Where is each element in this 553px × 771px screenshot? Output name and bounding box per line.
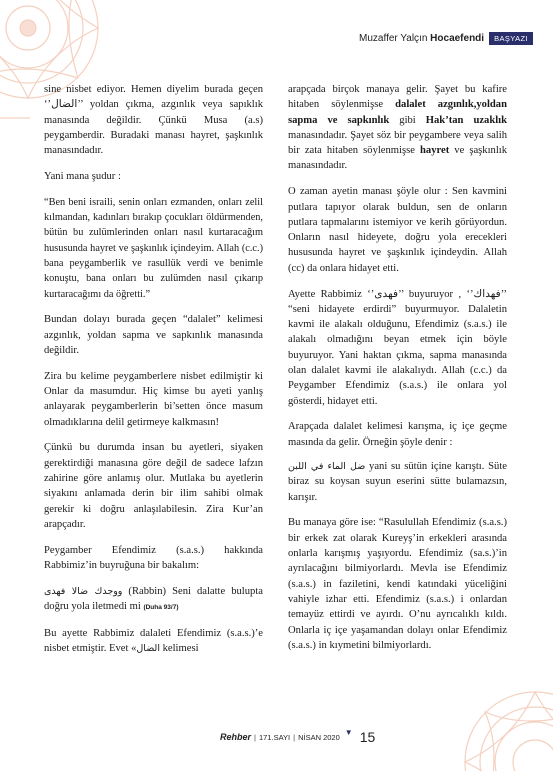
page-number: 15 [359,729,376,745]
section-badge: BAŞYAZI [489,32,533,45]
triangle-icon: ▼ [344,727,353,737]
emphasis-text: dalalet azgınlık,yoldan sapma ve sapkınlık [288,99,507,126]
divider: | [293,732,296,742]
text-run: gibi [389,114,426,126]
page-footer [220,729,375,745]
issue-number: 171.SAYI [258,732,291,742]
paragraph: Yani mana şudur : [44,170,121,182]
verse-reference: (Duha 93/7) [143,604,179,612]
paragraph: O zaman ayetin manası şöyle olur : Sen kavmini putlara tapıyor olarak buldun, sen de onların putlara tapmalarını istemiyor ve kerih görüyordun. Onların nasıl hideyete, doğru yola erecekleri hususunda hayret ve şaşkınlık içindeydin. Allah (cc) da onlara hidayet etti. [288,186,507,274]
arabic-verse: ووجدك ضالا فهدى [44,585,123,597]
divider: | [254,732,256,742]
paragraph [288,82,507,174]
quote-paragraph: “Ben beni israili, senin onları ezmanden, onları zelil kılmandan, kadınları bırakıp çocukları öldürmenden, bütün bu zulümlerinden onları nasıl kurtaracağım hususunda hayret ve şaşkınlık içindeyim. Allah (c.c.) bana peygamberlik ve rasullük verdi ve benimle konuştu, bana onları bu zulümden nasıl çıkarıp kurtaracağımı da öğretti.” [44,196,263,300]
paragraph: Çünkü bu durumda insan bu ayetleri, siyaken gerektirdiği manasına göre değil de sadece lafzın zahirine göre anlamış olur. Mutlaka bu ayetlerin siyakını anlamada derin bir ilim sahibi olmak gerekir ki doğru anlaşılabilesin. Zira Kur’an arapçadır. [44,442,263,530]
arabic-word: الضال [136,643,160,655]
author-first-name: Muzaffer Yalçın [359,32,428,44]
paragraph: Ayette Rabbimiz ‘’فهدى’’ buyuruyor , ‘’فهداك’’ “seni hidayete erdirdi” buyurmuyor. Dalaletin kavmi ile alakalı olduğunu, Efendimiz (s.a.s.) ile alakalı olmadığını beyan etmek için böyle buyuruyor. Yani haktan çıkma, sapma manasında olan dalalet kavmi ile alakalıydı. Allah (c.c.) da Peygamber Efendimiz (s.a.s.) ile onlara yol gösterdi, hidayet etti. [288,288,507,407]
right-column [288,82,507,664]
page-header [359,31,533,45]
paragraph: Peygamber Efendimiz (s.a.s.) hakkında Rabbimiz’in buyruğuna bir bakalım: [44,544,263,572]
text-run: manasındadır. Şayet söz bir peygambere veya salih bir zata hitaben söylenmişse [288,129,507,157]
issue-date: NİSAN 2020 [298,732,340,742]
paragraph: Arapçada dalalet kelimesi karışma, iç içe geçme masında da gelir. Örneğin şöyle denir : [288,421,507,448]
text-run: kelimesi [159,643,199,655]
author-name [359,33,484,44]
emphasis-text: hayret [420,145,450,157]
paragraph [44,626,263,657]
text-run: ve şaşkınlık manasındadır. [288,145,508,172]
author-last-name: Hocaefendi [430,32,485,44]
paragraph: Bundan dolayı burada geçen “dalalet” kelimesi azgınlık, yoldan sapma ve sapkınlık manasında değildir. [44,314,263,356]
text-run: Bu ayette Rabbimiz dalaleti Efendimiz (s.a.s.)’e nisbet etmiştir. Evet « [44,627,263,655]
paragraph: Zira bu kelime peygamberlere nisbet edilmiştir ki Onlar da masumdur. Hiç kimse bu ayeti yanlış anlayarak peygamberlerin bi’setten önce masum olmadıklarına delil getirmeye kalkmasın! [44,370,263,428]
paragraph: Bu manaya göre ise: “Rasulullah Efendimiz (s.a.s.) bir erkek zat olarak Kureyş’in erkekleri arasında onlarla karışmış yaşıyordu. Efendimiz (sa.s.)’in ayrılacağını bilmiyorlardı. Mevla ise Efendimiz (s.a.s.) in faziletini, kendi katındaki yüceliğini vahiyle izhar etti. Efendimiz (s.a.s.) i onlardan temayüz ettirdi ve ayırdı. O’nu ayrıcalıklı kıldı. Onlarla iç içe yaşamandan dolayı onlar Efendimiz (s.a.s.) in kıymetini bilmiyorlardı. [288,517,507,651]
text-run: arapçada birçok manaya gelir. Şayet bu kafire hitaben söylenmişse [288,84,507,111]
verse-translation: (Rabbin) Seni dalatte bulupta doğru yola iletmedi mi [44,585,263,613]
paragraph: sine nisbet ediyor. Hemen diyelim burada geçen ‘’الضال’’ yoldan çıkma, azgınlık veya sapıklık manasında değildir. Çünkü Musa (a.s) peygamberdir. Buradaki manası hayret, şaşkınlık manasındadır. [44,84,263,157]
left-column [44,82,263,667]
paragraph [288,459,507,505]
magazine-brand: Rehber [220,732,252,742]
arabic-example: ضل الماء في اللبن [288,461,366,473]
verse-paragraph [44,584,263,616]
text-run: yani su sütün içine karıştı. Süte biraz su koysan suyun eserini sütte bulamazsın, karışır. [288,461,507,503]
emphasis-text: Hak’tan uzaklık [425,114,508,126]
